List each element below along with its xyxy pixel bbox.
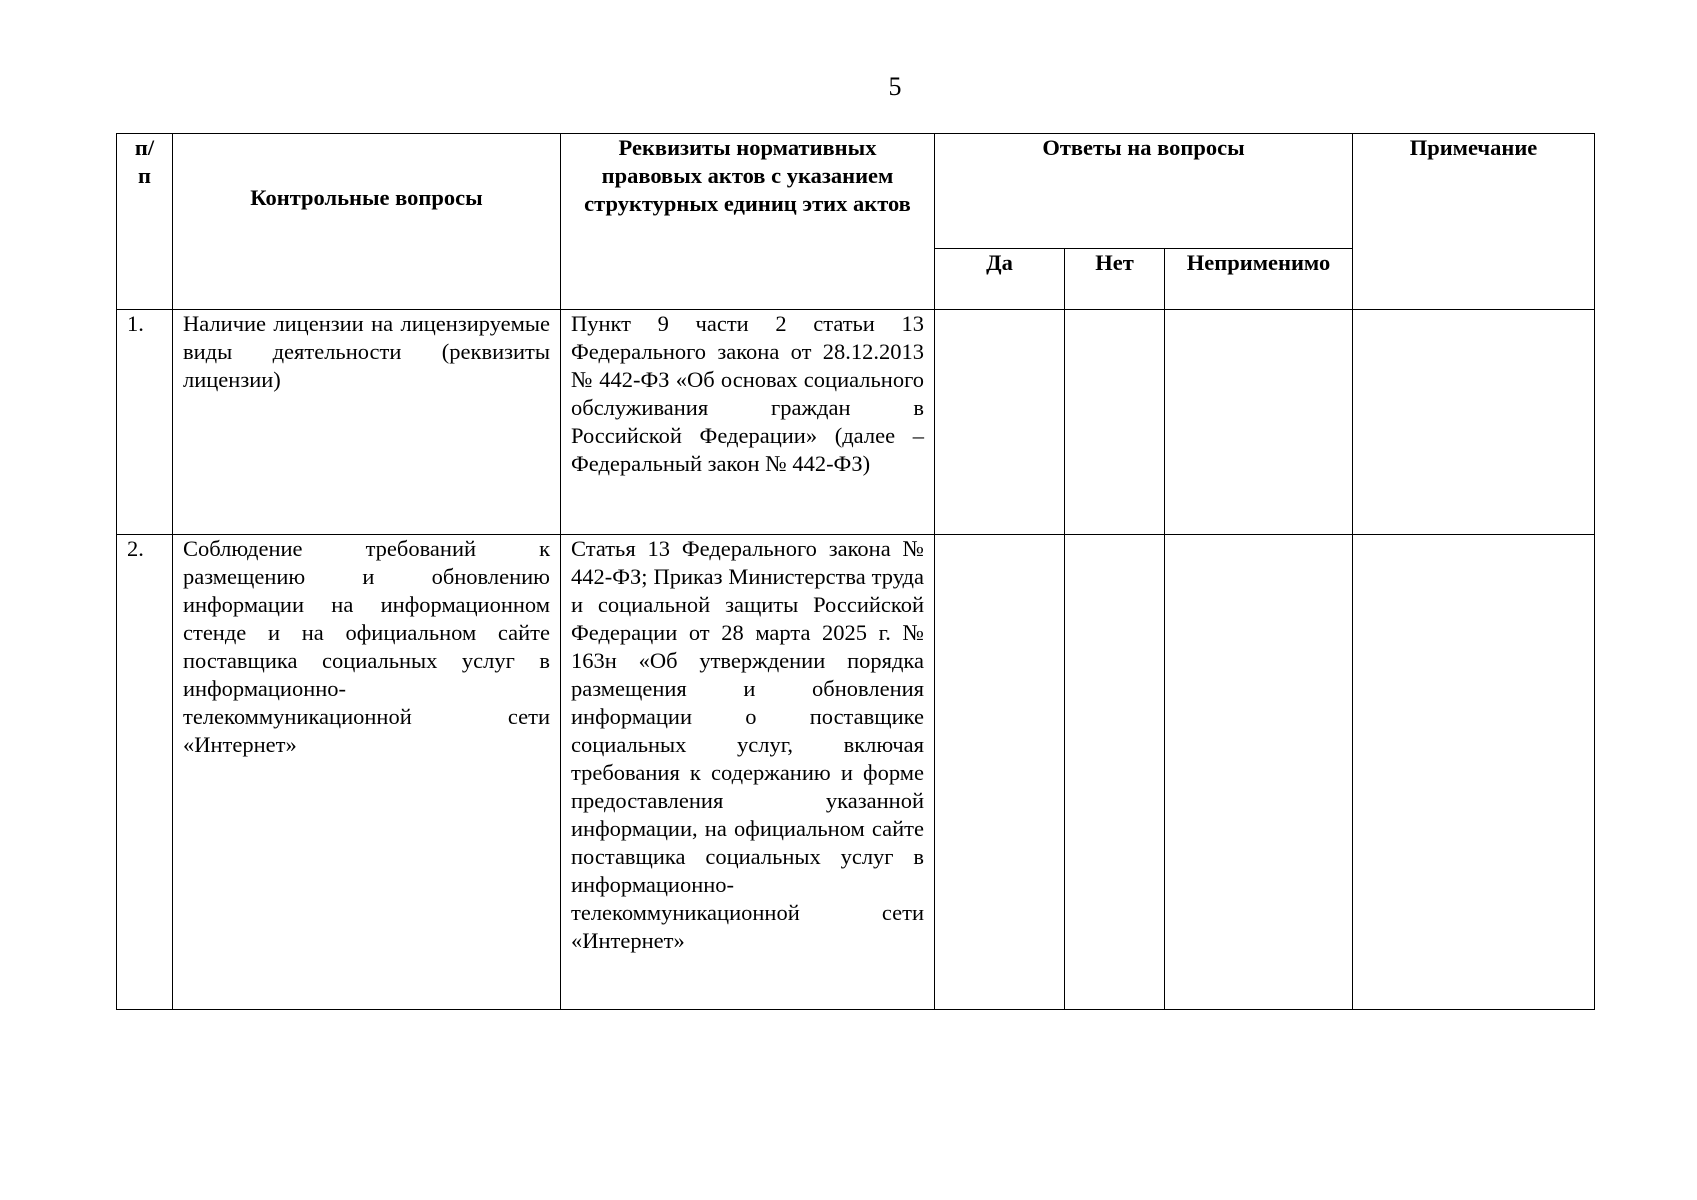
row-requisites xyxy=(561,310,935,535)
answer-not-applicable-cell[interactable] xyxy=(1165,310,1353,535)
requisites-text: Статья 13 Федерального закона № 442-ФЗ; Приказ Министерства труда и социальной защиты Российской Федерации от 28 марта 2025 г. № 163н «Об утверждении порядка размещения и обновления информации о поставщике социальных услуг, включая требования к содержанию и форме предоставления указанной информации, на официальном сайте поставщика социальных услуг в информационно-телекоммуникационной сети «Интернет» xyxy=(571,536,924,953)
answer-yes-cell[interactable] xyxy=(935,310,1065,535)
requisites-text: Пункт 9 части 2 статьи 13 Федерального закона от 28.12.2013 № 442-ФЗ «Об основах социального обслуживания граждан в Российской Федерации» (далее – Федеральный закон № 442-ФЗ) xyxy=(571,311,924,476)
row-question xyxy=(173,310,561,535)
question-text: Наличие лицензии на лицензируемые виды деятельности (реквизиты лицензии) xyxy=(183,311,550,392)
table-row xyxy=(117,535,1595,1010)
note-cell[interactable] xyxy=(1353,310,1595,535)
answer-not-applicable-cell[interactable] xyxy=(1165,535,1353,1010)
row-number: 1. xyxy=(117,310,173,535)
header-note: Примечание xyxy=(1353,134,1595,310)
header-answers: Ответы на вопросы xyxy=(935,134,1353,249)
header-no: Нет xyxy=(1065,249,1165,310)
checklist-table xyxy=(116,133,1595,1010)
question-text: Соблюдение требований к размещению и обновлению информации на информационном стенде и на официальном сайте поставщика социальных услуг в информационно-телекоммуникационной сети «Интернет» xyxy=(183,536,550,757)
answer-no-cell[interactable] xyxy=(1065,310,1165,535)
answer-yes-cell[interactable] xyxy=(935,535,1065,1010)
table-row xyxy=(117,310,1595,535)
row-question xyxy=(173,535,561,1010)
header-not-applicable: Неприменимо xyxy=(1165,249,1353,310)
page-number: 5 xyxy=(888,72,902,101)
header-num: п/ п xyxy=(117,134,173,310)
row-requisites xyxy=(561,535,935,1010)
row-number: 2. xyxy=(117,535,173,1010)
answer-no-cell[interactable] xyxy=(1065,535,1165,1010)
header-yes: Да xyxy=(935,249,1065,310)
header-requisites: Реквизиты нормативных правовых актов с указанием структурных единиц этих актов xyxy=(561,134,935,310)
note-cell[interactable] xyxy=(1353,535,1595,1010)
header-questions: Контрольные вопросы xyxy=(173,134,561,310)
header-row xyxy=(117,134,1595,249)
